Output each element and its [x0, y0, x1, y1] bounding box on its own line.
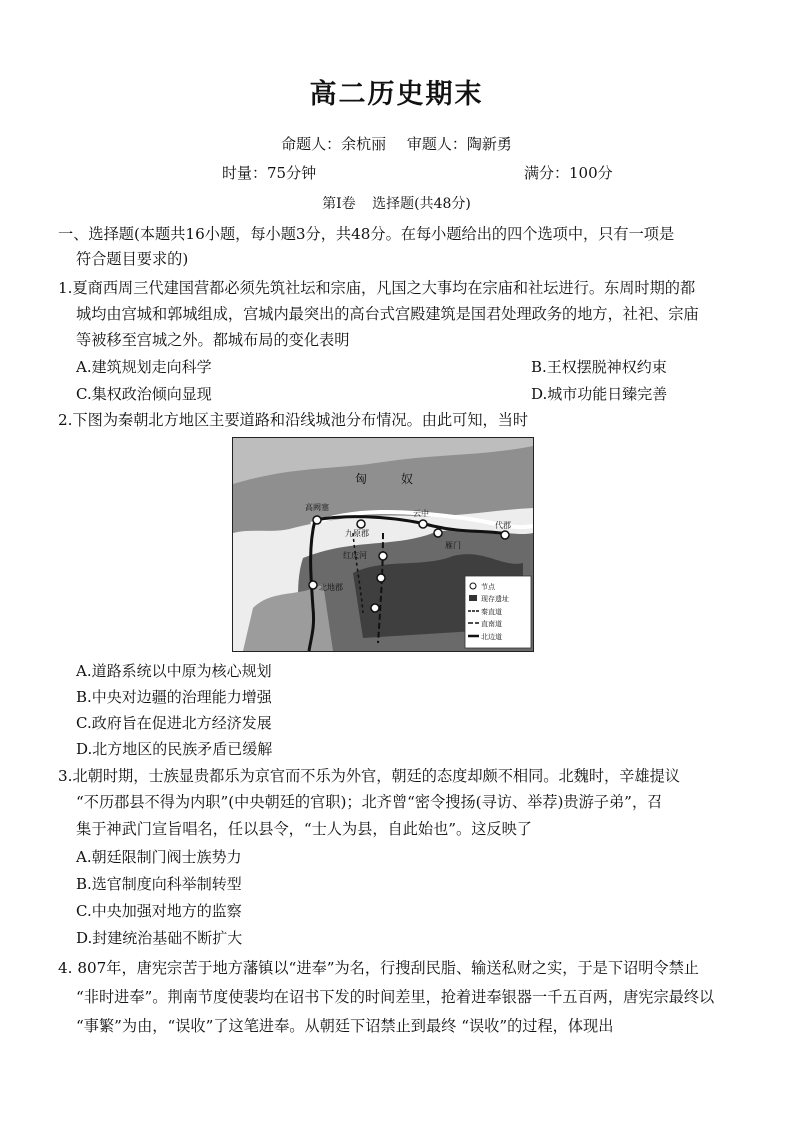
- legend-zhidao: 秦直道: [481, 608, 502, 616]
- map-label-xiongnu: 奴: [401, 472, 414, 486]
- instruction-line: 一、选择题(本题共16小题，每小题3分，共48分。在每小题给出的四个选项中，只有一项是: [58, 225, 675, 243]
- question-3-option-a[interactable]: A.朝廷限制门阀士族势力: [76, 848, 242, 866]
- question-3-option-b[interactable]: B.选官制度向科举制转型: [76, 875, 242, 893]
- question-1-option-b[interactable]: B.王权摆脱神权约束: [531, 358, 667, 376]
- exam-duration: 时量：75分钟: [222, 164, 317, 182]
- question-1-stem: 城均由宫城和郭城组成，宫城内最突出的高台式宫殿建筑是国君处理政务的地方，社祀、宗庙: [76, 305, 699, 323]
- legend-node: 节点: [481, 583, 495, 591]
- setter-name: 命题人：余杭丽: [281, 135, 387, 153]
- map-label-jiuyuan: 九原郡: [345, 529, 369, 538]
- question-3-stem: 集于神武门宣旨唱名，任以县令，“士人为县，自此始也”。这反映了: [76, 820, 532, 838]
- question-1-option-a[interactable]: A.建筑规划走向科学: [76, 358, 212, 376]
- question-3-stem: 3.北朝时期，士族显贵都乐为京官而不乐为外官，朝廷的态度却颇不相同。北魏时，辛雄提议: [58, 767, 680, 785]
- map-label-yunzhong: 云中: [413, 509, 429, 518]
- map-label-hongqing: 红庆河: [343, 551, 367, 560]
- question-1-stem: 1.夏商西周三代建国营都必须先筑社坛和宗庙，凡国之大事均在宗庙和社坛进行。东周时期的都: [58, 279, 696, 297]
- question-2-option-c[interactable]: C.政府旨在促进北方经济发展: [76, 714, 272, 732]
- question-3-option-c[interactable]: C.中央加强对地方的监察: [76, 902, 242, 920]
- question-2-option-b[interactable]: B.中央对边疆的治理能力增强: [76, 688, 272, 706]
- question-1-option-d[interactable]: D.城市功能日臻完善: [531, 385, 668, 403]
- qin-north-road-map: [232, 437, 534, 652]
- page-title: 高二历史期末: [309, 79, 484, 110]
- map-label-gaoque: 高阙塞: [305, 503, 329, 512]
- question-4-stem: “事繁”为由，“误收”了这笔进奉。从朝廷下诏禁止到最终 “误收”的过程，体现出: [76, 1017, 614, 1035]
- map-graphic: [233, 438, 533, 651]
- full-score: 满分：100分: [524, 164, 613, 182]
- section-heading: [0, 193, 793, 213]
- map-label-yanmen: 雁门: [445, 541, 461, 550]
- instruction-line: 符合题目要求的): [76, 250, 189, 268]
- question-1-option-c[interactable]: C.集权政治倾向显现: [76, 385, 212, 403]
- section-name: 选择题(共48分): [372, 196, 471, 212]
- author-line: [0, 133, 793, 154]
- map-label-daijun: 代郡: [495, 521, 511, 530]
- reviewer-name: 审题人：陶新勇: [406, 135, 512, 153]
- question-2-stem: 2.下图为秦朝北方地区主要道路和沿线城池分布情况。由此可知，当时: [58, 411, 529, 429]
- section-part: 第Ⅰ卷: [322, 196, 356, 212]
- legend-site: 现存遗址: [481, 595, 509, 603]
- question-4-stem: “非时进奉”。荆南节度使裴均在诏书下发的时间差里，抢着进奉银器一千五百两，唐宪宗最终以: [76, 988, 715, 1006]
- legend-zhinan: 直南道: [481, 620, 502, 628]
- question-3-option-d[interactable]: D.封建统治基础不断扩大: [76, 929, 243, 947]
- legend-beibian: 北边道: [481, 633, 502, 641]
- map-label-beidi: 北地郡: [319, 583, 343, 592]
- map-label-xiongnu: 匈: [355, 472, 368, 486]
- question-4-stem: 4. 807年，唐宪宗苦于地方藩镇以“进奉”为名，行搜刮民脂、输送私财之实，于是下诏明令禁止: [58, 959, 699, 977]
- question-2-option-d[interactable]: D.北方地区的民族矛盾已缓解: [76, 740, 273, 758]
- question-2-option-a[interactable]: A.道路系统以中原为核心规划: [76, 662, 272, 680]
- question-3-stem: “不历郡县不得为内职”(中央朝廷的官职)；北齐曾“密令搜扬(寻访、举荐)贵游子弟”，召: [76, 793, 663, 811]
- question-1-stem: 等被移至宫城之外。都城布局的变化表明: [76, 331, 350, 349]
